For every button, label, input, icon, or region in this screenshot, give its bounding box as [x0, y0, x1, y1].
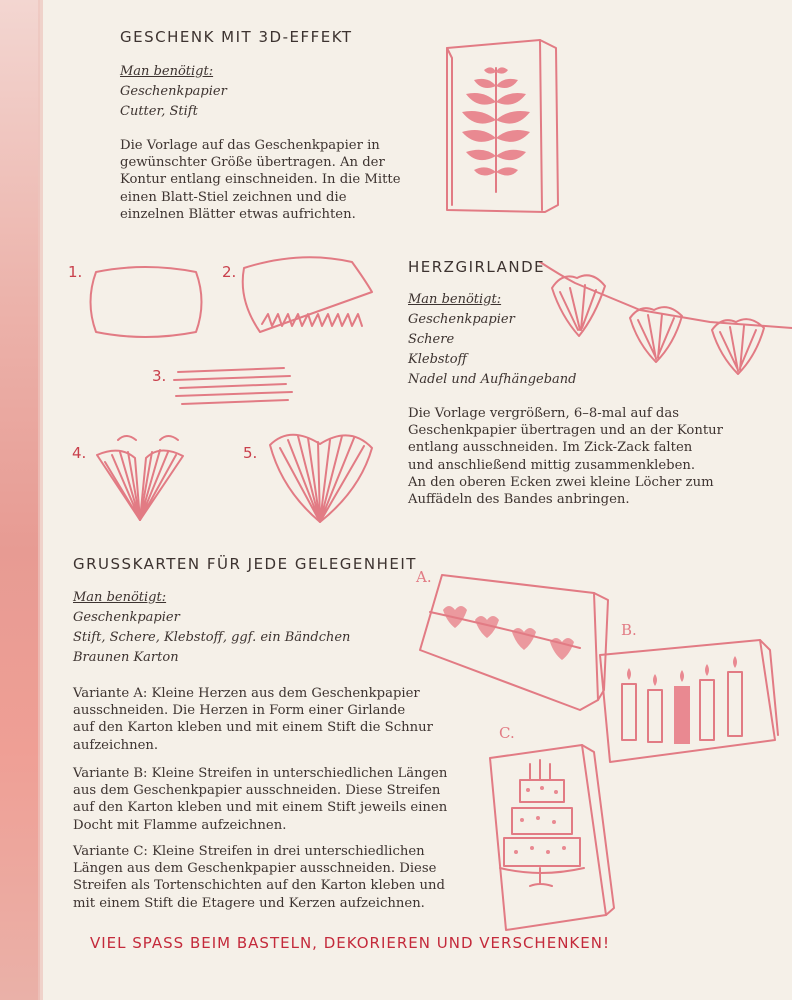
cards-material-1: Geschenkpapier — [73, 610, 180, 625]
variant-b-line-1: Variante B: Kleine Streifen in unterschiedlichen Längen — [73, 766, 448, 781]
card-c-letter: C. — [499, 724, 515, 742]
garland-heading: HERZGIRLANDE — [408, 258, 546, 276]
garland-materials — [408, 310, 576, 390]
step-3-drawing — [174, 368, 292, 404]
gift-line-4: einen Blatt-Stiel zeichnen und die — [120, 189, 347, 205]
watercolor-stripe — [0, 0, 40, 1000]
garland-needs-label: Man benötigt: — [408, 292, 502, 307]
variant-a-line-3: auf den Karton kleben und mit einem Stift die Schnur — [73, 720, 433, 736]
gift-instructions — [120, 137, 401, 223]
gift-line-2: gewünschter Größe übertragen. An der — [120, 155, 385, 171]
gift-material-2: Cutter, Stift — [120, 104, 198, 119]
garland-line-5: An den oberen Ecken zwei kleine Löcher zum — [408, 474, 714, 490]
gift-needs-label: Man benötigt: — [120, 64, 214, 79]
variant-b-line-4: Docht mit Flamme aufzeichnen. — [73, 817, 287, 833]
variant-c-line-2: Längen aus dem Geschenkpapier ausschneiden. Diese — [73, 861, 437, 877]
step-2-drawing — [243, 257, 372, 332]
cards-material-3: Braunen Karton — [73, 650, 179, 665]
variant-c-text — [73, 843, 445, 912]
variant-b-line-2: aus dem Geschenkpapier ausschneiden. Diese Streifen — [73, 783, 441, 799]
step-4-drawing — [97, 436, 183, 520]
garland-line-2: Geschenkpapier übertragen und an der Kontur — [408, 423, 723, 439]
card-a-illustration — [420, 575, 608, 710]
cards-heading: GRUSSKARTEN FÜR JEDE GELEGENHEIT — [73, 555, 417, 573]
gift-line-3: Kontur entlang einschneiden. In die Mitte — [120, 172, 401, 188]
step-1-label: 1. — [68, 263, 83, 281]
step-3-label: 3. — [152, 367, 167, 385]
gift-line-1: Die Vorlage auf das Geschenkpapier in — [120, 138, 380, 153]
card-c-illustration — [490, 745, 614, 930]
variant-c-line-4: mit einem Stift die Etagere und Kerzen aufzeichnen. — [73, 895, 425, 911]
garland-material-2: Schere — [408, 332, 455, 347]
footer-message: VIEL SPASS BEIM BASTELN, DEKORIEREN UND VERSCHENKEN! — [90, 934, 610, 952]
garland-line-1: Die Vorlage vergrößern, 6–8-mal auf das — [408, 406, 680, 421]
step-1-drawing — [91, 267, 202, 337]
variant-c-line-1: Variante C: Kleine Streifen in drei unterschiedlichen — [73, 844, 425, 859]
variant-a-line-4: aufzeichnen. — [73, 737, 159, 753]
card-b-illustration — [600, 640, 778, 762]
gift-materials — [120, 82, 227, 122]
variant-a-text — [73, 685, 433, 754]
step-2-label: 2. — [222, 263, 237, 281]
garland-line-3: entlang ausschneiden. Im Zick-Zack falten — [408, 440, 693, 456]
gift-line-5: einzelnen Blätter etwas aufrichten. — [120, 206, 356, 222]
card-b-letter: B. — [621, 621, 637, 639]
garland-line-6: Auffädeln des Bandes anbringen. — [408, 492, 630, 508]
step-5-drawing — [270, 435, 372, 522]
garland-line-4: und anschließend mittig zusammenkleben. — [408, 457, 696, 473]
stripe-edge — [38, 0, 43, 1000]
garland-instructions — [408, 405, 723, 508]
variant-b-line-3: auf den Karton kleben und mit einem Stift jeweils einen — [73, 800, 448, 816]
gift-box-illustration — [447, 40, 558, 212]
gift-heading: GESCHENK MIT 3D-EFFEKT — [120, 28, 353, 46]
garland-material-3: Klebstoff — [408, 352, 467, 367]
step-5-label: 5. — [243, 444, 258, 462]
garland-material-4: Nadel und Aufhängeband — [408, 372, 577, 387]
variant-a-line-1: Variante A: Kleine Herzen aus dem Geschenkpapier — [73, 686, 420, 701]
garland-material-1: Geschenkpapier — [408, 312, 515, 327]
cards-needs-label: Man benötigt: — [73, 590, 167, 605]
heart-garland-illustration — [540, 262, 792, 374]
variant-a-line-2: ausschneiden. Die Herzen in Form einer Girlande — [73, 703, 406, 719]
cards-materials — [73, 608, 350, 668]
card-a-letter: A. — [416, 568, 432, 586]
gift-material-1: Geschenkpapier — [120, 84, 227, 99]
cards-material-2: Stift, Schere, Klebstoff, ggf. ein Bändchen — [73, 630, 351, 645]
variant-b-text — [73, 765, 447, 834]
variant-c-line-3: Streifen als Tortenschichten auf den Karton kleben und — [73, 878, 445, 894]
step-4-label: 4. — [72, 444, 87, 462]
